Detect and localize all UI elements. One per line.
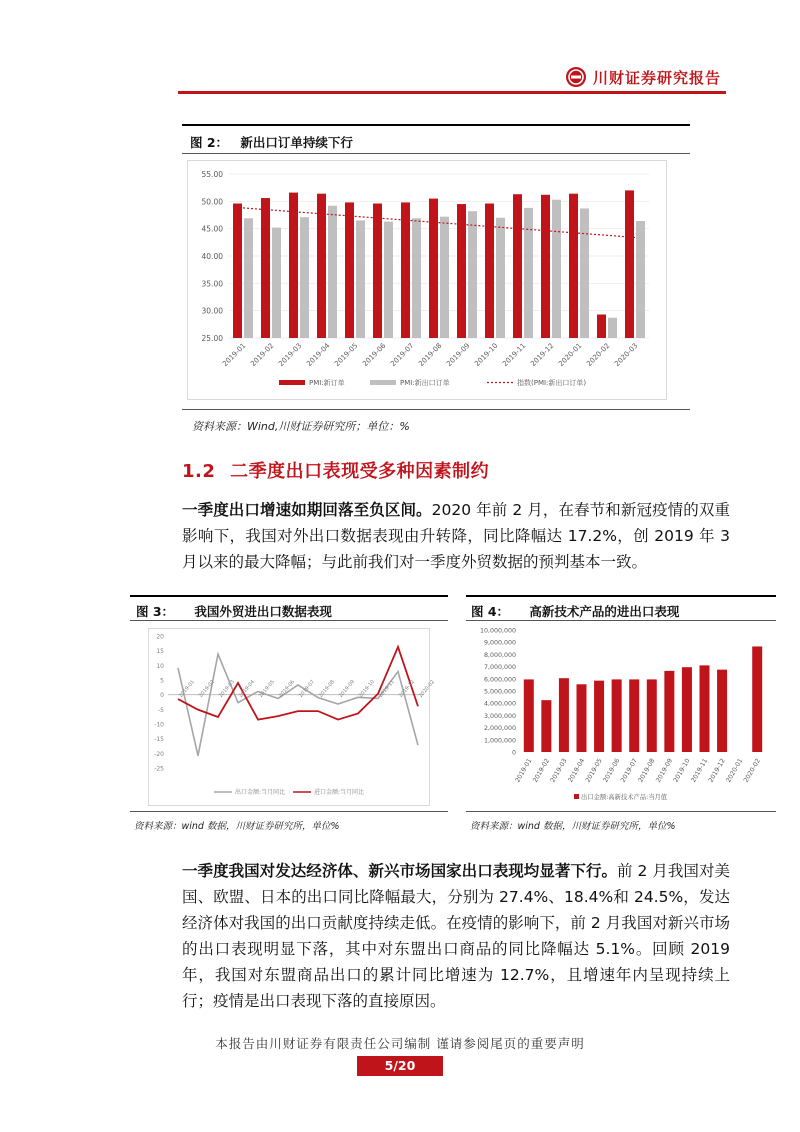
figure3-ytick-label: 20 [156, 633, 164, 641]
figure2-bar-new-export-orders [496, 218, 505, 338]
figure4-bar [524, 679, 534, 752]
figure4-ytick-label: 0 [511, 749, 516, 757]
figure3-ytick-label: -20 [154, 750, 164, 758]
figure4-caption [471, 602, 679, 620]
figure2-xtick-label: 2019-05 [333, 341, 360, 369]
paragraph-1-lead: 一季度出口增速如期回落至负区间。 [182, 501, 432, 519]
figure4-bar [541, 700, 551, 752]
figure4-bar [629, 679, 639, 752]
figure4-xtick-label: 2020-01 [725, 757, 745, 784]
figure2-xtick-label: 2019-07 [389, 341, 416, 369]
paragraph-2-lead: 一季度我国对发达经济体、新兴市场国家出口表现均显著下行。 [182, 862, 618, 880]
figure2-caption [190, 133, 353, 151]
figure2-bar-new-export-orders [300, 217, 309, 338]
figure3-source: 资料来源：wind 数据，川财证券研究所，单位% [134, 821, 340, 832]
figure2-bar-new-export-orders [272, 228, 281, 338]
figure2-legend-label-trend: 指数(PMI:新出口订单) [517, 379, 587, 387]
figure2-xtick-label: 2020-03 [613, 341, 640, 369]
figure3-xtick-label: 2019-08 [317, 679, 336, 699]
figure2-xtick-label: 2019-09 [445, 341, 472, 369]
figure4-ytick-label: 9,000,000 [483, 639, 516, 647]
figure4-xtick-label: 2019-08 [637, 757, 657, 784]
figure3-xtick-label: 2019-01 [177, 679, 196, 699]
figure2-bar-new-orders [261, 198, 270, 338]
figure2-bar-new-export-orders [328, 206, 337, 338]
figure3-legend-label-import: 进口金额:当月同比 [314, 789, 365, 796]
figure3-xtick-label: 2019-11 [377, 679, 396, 699]
figure4-ytick-label: 10,000,000 [479, 627, 516, 635]
figure4-xtick-label: 2019-12 [707, 757, 727, 784]
figure2-bar-new-orders [597, 314, 606, 338]
figure2-bar-new-orders [373, 204, 382, 338]
figure2-top-rule [182, 124, 690, 126]
figure4-bar [717, 670, 727, 752]
figure2-ytick-label: 40.00 [201, 252, 223, 261]
figure3-ytick-label: -10 [154, 721, 164, 729]
figure3-ytick-label: -5 [158, 706, 164, 714]
figure4-ytick-label: 8,000,000 [483, 651, 516, 659]
figure3-legend-label-export: 出口金额:当月同比 [235, 789, 286, 796]
figure4-bottom-rule [466, 811, 776, 812]
figure4-ytick-label: 6,000,000 [483, 676, 516, 684]
figure4-xtick-label: 2019-02 [531, 757, 552, 784]
figure4-xtick-label: 2019-11 [690, 757, 710, 784]
figure3-title: 我国外贸进出口数据表现 [194, 604, 332, 619]
footer-disclaimer: 本报告由川财证券有限责任公司编制 谨请参阅尾页的重要声明 [215, 1036, 585, 1051]
figure3-caption [136, 602, 332, 620]
figure3-xtick-label: 2019-12 [397, 679, 416, 699]
figure3-ytick-label: 15 [156, 648, 164, 656]
figure2-bar-new-export-orders [636, 221, 645, 338]
figure3-xtick-label: 2019-07 [297, 679, 316, 699]
figure3-xtick-label: 2019-03 [217, 679, 236, 699]
figure4-legend-label: 出口金额:高新技术产品:当月值 [581, 794, 668, 801]
page-number: 5/20 [357, 1056, 443, 1076]
figure4-chart [470, 622, 770, 808]
figure4-bar [559, 678, 569, 752]
figure4-bar [752, 646, 762, 752]
figure4-ytick-label: 2,000,000 [483, 725, 516, 733]
figure2-bar-new-orders [345, 202, 354, 338]
figure3-top-rule [130, 595, 448, 597]
header-rule [178, 91, 726, 94]
figure2-bar-new-export-orders [608, 318, 617, 338]
figure2-ytick-label: 25.00 [201, 334, 223, 343]
section-heading [182, 457, 489, 483]
figure4-xtick-label: 2020-02 [742, 757, 762, 784]
figure2-legend-label-new-export-orders: PMI:新出口订单 [400, 379, 450, 387]
figure4-top-rule [466, 595, 776, 597]
figure2-xtick-label: 2019-06 [361, 341, 388, 369]
figure2-bar-new-export-orders [524, 208, 533, 338]
figure2-ytick-label: 55.00 [201, 170, 223, 179]
figure2-xtick-label: 2019-12 [529, 341, 556, 369]
figure2-xtick-label: 2020-01 [557, 341, 584, 369]
section-number: 1.2 [182, 461, 216, 482]
figure3-xtick-label: 2019-04 [237, 679, 256, 699]
figure3-xtick-label: 2019-05 [257, 679, 276, 699]
figure4-bar [647, 679, 657, 752]
figure4-ytick-label: 7,000,000 [483, 664, 516, 672]
figure3-xtick-label: 2019-09 [337, 679, 356, 699]
figure2-bar-new-orders [513, 194, 522, 338]
figure2-title: 新出口订单持续下行 [240, 135, 353, 150]
figure4-legend-swatch [574, 794, 579, 799]
figure4-bar [664, 671, 674, 752]
figure2-bar-new-orders [429, 199, 438, 338]
figure2-bar-new-export-orders [412, 218, 421, 338]
figure2-xtick-label: 2019-11 [501, 341, 528, 369]
figure2-bar-new-export-orders [356, 220, 365, 338]
figure2-chart [187, 160, 667, 400]
figure2-ytick-label: 35.00 [201, 279, 223, 289]
paragraph-2 [182, 858, 730, 1014]
figure2-xtick-label: 2019-03 [277, 341, 304, 369]
figure4-mid-rule [466, 620, 776, 621]
brand-title: 川财证券研究报告 [593, 68, 722, 87]
figure4-ytick-label: 4,000,000 [483, 700, 516, 708]
figure4-label: 图 4： [471, 604, 510, 619]
figure4-xtick-label: 2019-01 [514, 757, 534, 784]
figure3-bottom-rule [130, 811, 448, 812]
figure4-xtick-label: 2019-04 [567, 757, 587, 784]
paragraph-1 [182, 497, 730, 575]
figure2-legend-swatch-new-export-orders [370, 380, 396, 385]
figure3-ytick-label: -15 [154, 736, 164, 744]
section-title: 二季度出口表现受多种因素制约 [230, 461, 490, 482]
figure2-bar-new-export-orders [384, 222, 393, 338]
figure2-bar-new-orders [457, 204, 466, 338]
figure4-bar [594, 681, 604, 752]
figure2-legend-label-new-orders: PMI:新订单 [309, 379, 345, 387]
figure2-bar-new-orders [233, 204, 242, 338]
figure2-mid-rule [182, 153, 690, 154]
figure2-xtick-label: 2019-08 [417, 341, 444, 369]
figure2-bar-new-orders [317, 194, 326, 338]
company-logo-icon [565, 66, 587, 88]
figure3-xtick-label: 2019-10 [357, 679, 376, 699]
figure2-ytick-label: 45.00 [201, 224, 223, 234]
figure4-xtick-label: 2019-09 [654, 757, 675, 784]
figure2-bar-new-orders [289, 193, 298, 338]
figure2-xtick-label: 2019-10 [473, 341, 500, 369]
figure4-xtick-label: 2019-10 [672, 757, 692, 784]
figure2-xtick-label: 2019-01 [221, 341, 248, 369]
figure2-xtick-label: 2019-02 [249, 341, 276, 369]
figure4-bar [612, 679, 622, 752]
figure2-bar-new-export-orders [244, 218, 253, 338]
figure2-bottom-rule [182, 409, 690, 410]
figure4-source: 资料来源：wind 数据，川财证券研究所，单位% [470, 821, 676, 832]
figure3-xtick-label: 2019-06 [277, 679, 296, 699]
figure4-bar [700, 665, 710, 752]
figure3-ytick-label: 10 [156, 662, 164, 670]
figure4-ytick-label: 3,000,000 [483, 712, 516, 720]
figure3-ytick-label: 0 [160, 692, 164, 700]
figure2-bar-new-orders [569, 194, 578, 338]
figure2-ytick-label: 50.00 [201, 197, 223, 207]
figure2-bar-new-export-orders [440, 217, 449, 338]
figure2-xtick-label: 2020-02 [585, 341, 612, 369]
figure3-xtick-label: 2020-02 [417, 679, 436, 699]
figure2-bar-new-orders [541, 195, 550, 338]
figure4-title: 高新技术产品的进出口表现 [529, 604, 680, 619]
figure2-xtick-label: 2019-04 [305, 341, 332, 369]
figure4-bar [577, 684, 587, 752]
figure2-bar-new-orders [625, 190, 634, 338]
figure3-label: 图 3： [136, 604, 175, 619]
figure4-ytick-label: 5,000,000 [483, 688, 516, 696]
figure3-mid-rule [130, 620, 448, 621]
figure4-ytick-label: 1,000,000 [483, 737, 516, 745]
figure2-label: 图 2： [190, 135, 229, 150]
figure2-bar-new-export-orders [468, 211, 477, 338]
paragraph-2-body: 前 2 月我国对美国、欧盟、日本的出口同比降幅最大，分别为 27.4%、18.4%和 24.5%，发达经济体对我国的出口贡献度持续走低。在疫情的影响下，前 2 月我国对新兴市场的出口表现明显下落，其中对东盟出口商品的同比降幅达 5.1%。回顾 2019 年，我国对东盟商品出口的累计同比增速为 12.7%，且增速年内呈现持续上行；疫情是出口表现下落的直接原因。 [182, 862, 730, 1010]
figure2-bar-new-export-orders [552, 200, 561, 338]
figure3-chart [148, 628, 436, 806]
paragraph-1-body: 2020 年前 2 月，在春节和新冠疫情的双重影响下，我国对外出口数据表现由升转降，同比降幅达 17.2%，创 2019 年 3 月以来的最大降幅；与此前我们对一季度外贸数据的预判基本一致。 [182, 501, 730, 571]
report-header-brand [565, 66, 721, 88]
figure2-legend-swatch-new-orders [279, 380, 305, 385]
figure4-xtick-label: 2019-03 [549, 757, 569, 784]
figure4-bar [682, 667, 692, 752]
figure2-bar-new-export-orders [580, 208, 589, 338]
figure4-xtick-label: 2019-06 [602, 757, 622, 784]
figure4-xtick-label: 2019-05 [584, 757, 604, 784]
figure2-ytick-label: 30.00 [201, 306, 223, 316]
figure3-chart-frame [149, 629, 430, 806]
figure3-ytick-label: -25 [154, 765, 164, 773]
figure3-ytick-label: 5 [160, 677, 164, 685]
figure4-xtick-label: 2019-07 [619, 757, 639, 784]
figure3-xtick-label: 2019-02 [197, 679, 216, 699]
figure2-source: 资料来源：Wind,川财证券研究所；单位：% [192, 420, 410, 433]
figure2-bar-new-orders [401, 202, 410, 338]
figure2-bar-new-orders [485, 204, 494, 338]
